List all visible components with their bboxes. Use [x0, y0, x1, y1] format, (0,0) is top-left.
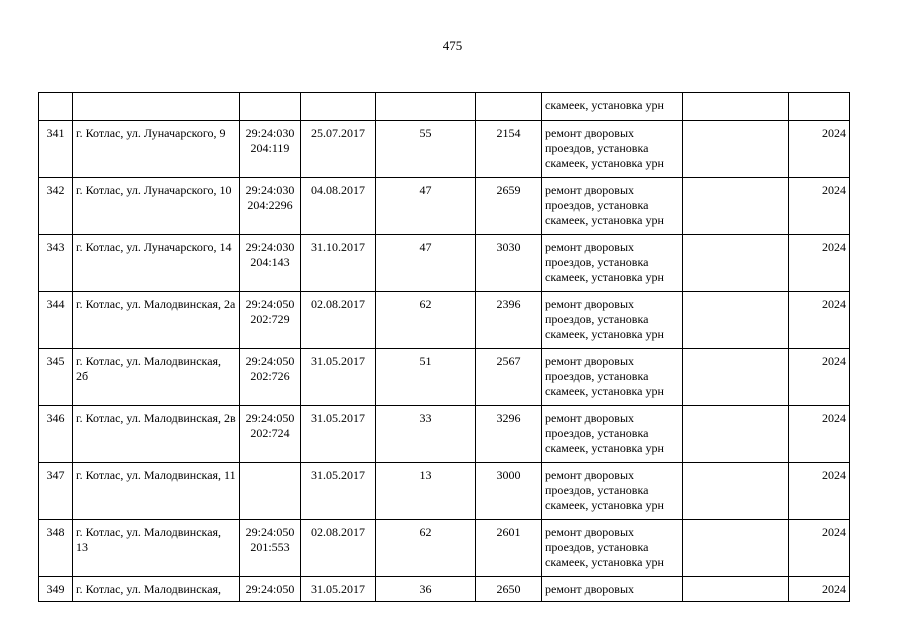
value-b-cell: 3000 — [476, 463, 542, 520]
row-number-cell: 349 — [39, 577, 73, 602]
address-cell: г. Котлас, ул. Луначарского, 9 — [73, 121, 240, 178]
table-row-continued — [39, 93, 850, 121]
value-b-cell: 2659 — [476, 178, 542, 235]
value-b-cell — [476, 93, 542, 121]
value-a-cell: 51 — [376, 349, 476, 406]
cadastral-number-cell: 29:24:030 204:119 — [240, 121, 301, 178]
address-cell: г. Котлас, ул. Малодвинская, — [73, 577, 240, 602]
row-number-cell: 347 — [39, 463, 73, 520]
date-cell: 02.08.2017 — [301, 292, 376, 349]
table-row — [39, 520, 850, 577]
year-cell: 2024 — [789, 178, 850, 235]
works-cell: ремонт дворовых — [542, 577, 683, 602]
date-cell: 31.05.2017 — [301, 406, 376, 463]
row-number-cell: 342 — [39, 178, 73, 235]
row-number-cell: 345 — [39, 349, 73, 406]
empty-cell — [683, 349, 789, 406]
year-cell: 2024 — [789, 577, 850, 602]
works-cell: скамеек, установка урн — [542, 93, 683, 121]
value-b-cell: 2650 — [476, 577, 542, 602]
cadastral-number-cell: 29:24:050 201:553 — [240, 520, 301, 577]
value-a-cell: 13 — [376, 463, 476, 520]
value-a-cell: 36 — [376, 577, 476, 602]
value-b-cell: 3030 — [476, 235, 542, 292]
address-cell: г. Котлас, ул. Малодвинская, 11 — [73, 463, 240, 520]
value-a-cell — [376, 93, 476, 121]
value-b-cell: 3296 — [476, 406, 542, 463]
table-row-last — [39, 577, 850, 602]
value-b-cell: 2601 — [476, 520, 542, 577]
date-cell: 04.08.2017 — [301, 178, 376, 235]
address-cell: г. Котлас, ул. Луначарского, 14 — [73, 235, 240, 292]
value-a-cell: 47 — [376, 178, 476, 235]
cadastral-number-cell — [240, 93, 301, 121]
row-number-cell: 348 — [39, 520, 73, 577]
date-cell: 02.08.2017 — [301, 520, 376, 577]
date-cell: 25.07.2017 — [301, 121, 376, 178]
empty-cell — [683, 406, 789, 463]
year-cell: 2024 — [789, 463, 850, 520]
year-cell: 2024 — [789, 121, 850, 178]
year-cell: 2024 — [789, 349, 850, 406]
table-row — [39, 121, 850, 178]
registry-table-body — [39, 93, 850, 602]
cadastral-number-cell: 29:24:050 — [240, 577, 301, 602]
empty-cell — [683, 463, 789, 520]
value-b-cell: 2567 — [476, 349, 542, 406]
table-row — [39, 235, 850, 292]
works-cell: ремонт дворовых проездов, установка скамеек, установка урн — [542, 520, 683, 577]
works-cell: ремонт дворовых проездов, установка скамеек, установка урн — [542, 235, 683, 292]
works-cell: ремонт дворовых проездов, установка скамеек, установка урн — [542, 406, 683, 463]
empty-cell — [683, 292, 789, 349]
year-cell: 2024 — [789, 520, 850, 577]
row-number-cell — [39, 93, 73, 121]
year-cell — [789, 93, 850, 121]
works-cell: ремонт дворовых проездов, установка скамеек, установка урн — [542, 178, 683, 235]
page-number: 475 — [442, 38, 463, 53]
works-cell: ремонт дворовых проездов, установка скамеек, установка урн — [542, 292, 683, 349]
table-row — [39, 178, 850, 235]
empty-cell — [683, 178, 789, 235]
address-cell: г. Котлас, ул. Малодвинская, 2б — [73, 349, 240, 406]
cadastral-number-cell: 29:24:030 204:2296 — [240, 178, 301, 235]
empty-cell — [683, 93, 789, 121]
date-cell: 31.05.2017 — [301, 463, 376, 520]
table-row — [39, 463, 850, 520]
empty-cell — [683, 520, 789, 577]
row-number-cell: 343 — [39, 235, 73, 292]
year-cell: 2024 — [789, 406, 850, 463]
table-row — [39, 349, 850, 406]
value-a-cell: 62 — [376, 292, 476, 349]
year-cell: 2024 — [789, 235, 850, 292]
cadastral-number-cell: 29:24:050 202:724 — [240, 406, 301, 463]
address-cell: г. Котлас, ул. Малодвинская, 2в — [73, 406, 240, 463]
date-cell: 31.05.2017 — [301, 349, 376, 406]
value-b-cell: 2396 — [476, 292, 542, 349]
date-cell — [301, 93, 376, 121]
registry-table — [38, 92, 850, 602]
empty-cell — [683, 121, 789, 178]
cadastral-number-cell: 29:24:030 204:143 — [240, 235, 301, 292]
year-cell: 2024 — [789, 292, 850, 349]
row-number-cell: 346 — [39, 406, 73, 463]
table-row — [39, 406, 850, 463]
empty-cell — [683, 235, 789, 292]
date-cell: 31.10.2017 — [301, 235, 376, 292]
empty-cell — [683, 577, 789, 602]
row-number-cell: 344 — [39, 292, 73, 349]
works-cell: ремонт дворовых проездов, установка скамеек, установка урн — [542, 121, 683, 178]
cadastral-number-cell: 29:24:050 202:726 — [240, 349, 301, 406]
table-row — [39, 292, 850, 349]
value-a-cell: 62 — [376, 520, 476, 577]
date-cell: 31.05.2017 — [301, 577, 376, 602]
address-cell: г. Котлас, ул. Луначарского, 10 — [73, 178, 240, 235]
works-cell: ремонт дворовых проездов, установка скамеек, установка урн — [542, 349, 683, 406]
value-a-cell: 55 — [376, 121, 476, 178]
value-a-cell: 47 — [376, 235, 476, 292]
cadastral-number-cell — [240, 463, 301, 520]
address-cell — [73, 93, 240, 121]
value-a-cell: 33 — [376, 406, 476, 463]
cadastral-number-cell: 29:24:050 202:729 — [240, 292, 301, 349]
row-number-cell: 341 — [39, 121, 73, 178]
address-cell: г. Котлас, ул. Малодвинская, 2а — [73, 292, 240, 349]
value-b-cell: 2154 — [476, 121, 542, 178]
address-cell: г. Котлас, ул. Малодвинская, 13 — [73, 520, 240, 577]
works-cell: ремонт дворовых проездов, установка скамеек, установка урн — [542, 463, 683, 520]
